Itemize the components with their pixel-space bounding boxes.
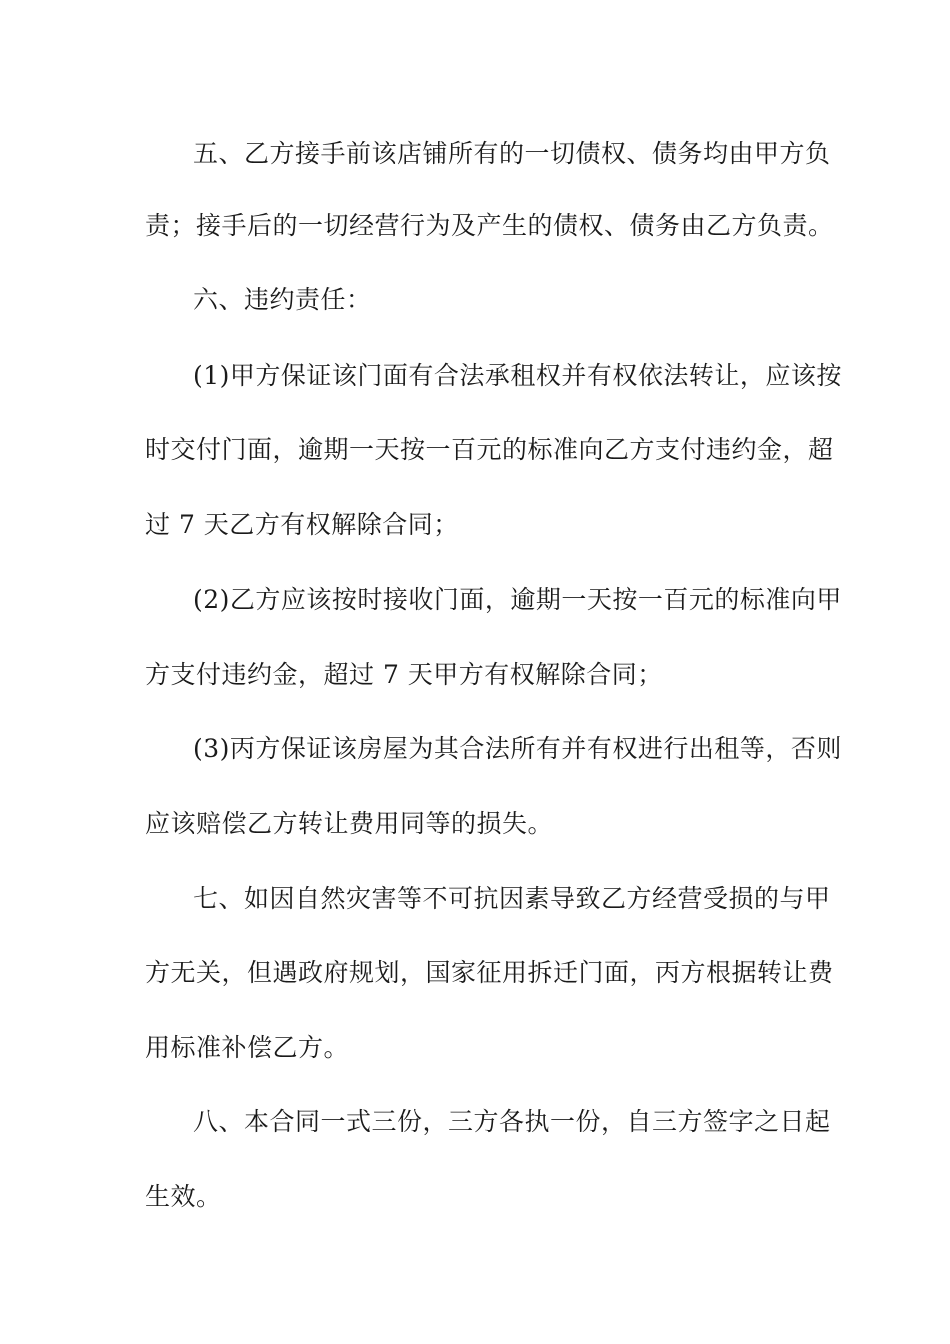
clause-8-line-2: 生效。 [145, 1182, 222, 1211]
clause-5-line-1: 五、乙方接手前该店铺所有的一切债权、债务均由甲方负 [193, 139, 831, 168]
clause-6-item-1-line-1: (1)甲方保证该门面有合法承租权并有权依法转让，应该按 [193, 361, 842, 390]
clause-7-line-1: 七、如因自然灾害等不可抗因素导致乙方经营受损的与甲 [193, 884, 831, 913]
clause-6-item-3-line-2: 应该赔偿乙方转让费用同等的损失。 [145, 809, 554, 838]
clause-6-item-3-line-1: (3)丙方保证该房屋为其合法所有并有权进行出租等，否则 [193, 734, 842, 763]
clause-6-item-1-line-2: 时交付门面，逾期一天按一百元的标准向乙方支付违约金，超 [145, 435, 834, 464]
clause-6-heading: 六、违约责任： [193, 285, 372, 314]
clause-7-line-2: 方无关，但遇政府规划，国家征用拆迁门面，丙方根据转让费 [145, 958, 834, 987]
clause-8-line-1: 八、本合同一式三份，三方各执一份，自三方签字之日起 [193, 1107, 831, 1136]
clause-6-item-2-line-2: 方支付违约金，超过 7 天甲方有权解除合同； [145, 660, 663, 689]
clause-6-item-1-line-3: 过 7 天乙方有权解除合同； [145, 510, 459, 539]
clause-5-line-2: 责；接手后的一切经营行为及产生的债权、债务由乙方负责。 [145, 211, 834, 240]
clause-6-item-2-line-1: (2)乙方应该按时接收门面，逾期一天按一百元的标准向甲 [193, 585, 842, 614]
clause-7-line-3: 用标准补偿乙方。 [145, 1033, 350, 1062]
